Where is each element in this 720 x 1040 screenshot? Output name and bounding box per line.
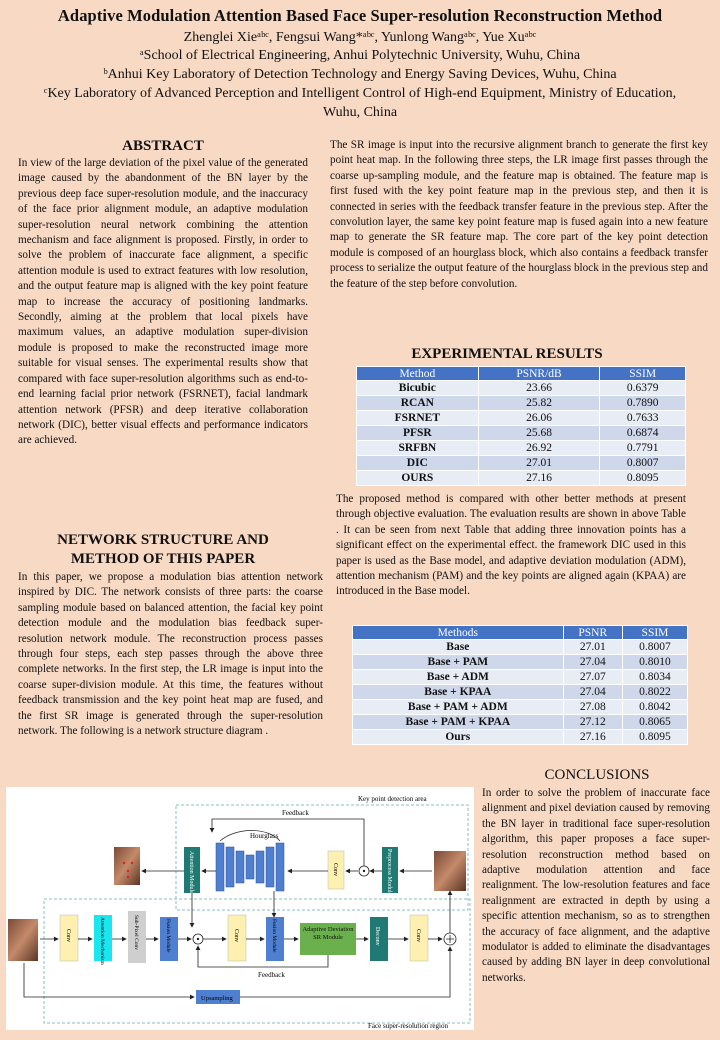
method-cell: Base + PAM: [353, 655, 564, 670]
preprocess-module-label: Preprocess Module: [386, 849, 392, 896]
poster-title: Adaptive Modulation Attention Based Face Super-resolution Reconstruction Method: [57, 6, 663, 25]
method-cell: RCAN: [357, 396, 479, 411]
affiliation-c: ᶜKey Laboratory of Advanced Perception and Intelligent Control of High-end Equipment, Ministry of Education, Wuhu, China: [43, 86, 677, 120]
table-row: [353, 640, 688, 655]
lr-face-image: [8, 919, 38, 961]
value-cell: 27.01: [478, 456, 600, 471]
method-cell: Ours: [353, 730, 564, 745]
comparison-table: [356, 366, 686, 486]
conclusions-heading: CONCLUSIONS: [544, 767, 650, 783]
table-row: [353, 655, 688, 670]
method-cell: OURS: [357, 471, 479, 486]
table-row: [357, 396, 686, 411]
method-cell: DIC: [357, 456, 479, 471]
value-cell: 27.07: [563, 670, 622, 685]
abstract-heading: ABSTRACT: [122, 138, 204, 154]
table-row: [353, 685, 688, 700]
fusion-module-1-label: Fusion Module: [165, 919, 171, 953]
value-cell: 27.04: [563, 685, 622, 700]
method-cell: FSRNET: [357, 411, 479, 426]
feedback-bottom-label: Feedback: [258, 971, 285, 979]
conv-2-label: Conv: [233, 929, 239, 943]
table-row: [357, 471, 686, 486]
column-header: PSNR/dB: [478, 367, 600, 381]
value-cell: 27.01: [563, 640, 622, 655]
column-header: PSNR: [563, 626, 622, 640]
affiliation-a: ᵃSchool of Electrical Engineering, Anhui Polytechnic University, Wuhu, China: [139, 48, 581, 63]
value-cell: 0.8007: [600, 456, 686, 471]
hourglass-label: Hourglass: [250, 832, 279, 840]
table-row: [353, 670, 688, 685]
fusion-module-2-label: Fusion Module: [271, 919, 277, 953]
value-cell: 25.68: [478, 426, 600, 441]
network-text: In this paper, we propose a modulation bias attention network inspired by DIC. The network consists of three parts: the coarse sampling module based on balanced attention, the facial key point detection module and the modulation bias feedback super-resolution network module. The reconstruction process passes through four steps, each step passes through the above three complete networks. In the first step, the LR image is input into the coarse super-division module. At this time, the features without feedback transmission and the key point heat map are fused, and the first SR image is generated through the super-resolution network. The following is a network structure diagram .: [18, 571, 323, 738]
value-cell: 0.8095: [622, 730, 687, 745]
feedback-top-label: Feedback: [282, 809, 309, 817]
attention-mechanism-label: Attention Mechanism: [99, 917, 105, 965]
method-cell: Base + ADM: [353, 670, 564, 685]
conv-3-label: Conv: [415, 929, 421, 943]
subpixel-conv-label: Sub-Pixel Conv: [133, 915, 139, 950]
conv-1-label: Conv: [65, 929, 71, 943]
network-heading-line-2: METHOD OF THIS PAPER: [70, 551, 256, 567]
network-heading: [18, 531, 308, 569]
method-continued-text: The SR image is input into the recursive alignment branch to generate the first key point heat map. In the following three steps, the LR image first passes through the coarse up-sampling module, and the feature map is obtained. The feature map is first fused with the key point feature map in the previous step, and then it is connected in series with the feedback transfer feature in the previous step. After the convolution layer, the same key point feature map is fused again into a new feature map to generate the SR feature map. The core part of the key point detection module is composed of an hourglass block, which also contains a feedback transfer process to serialize the output feature of the hourglass block in the previous step and the feature of the step before convolution.: [330, 139, 708, 290]
value-cell: 27.16: [478, 471, 600, 486]
table-row: [353, 700, 688, 715]
value-cell: 26.92: [478, 441, 600, 456]
column-header: Methods: [353, 626, 564, 640]
deconv-label: Deconv: [374, 927, 380, 946]
column-header: Method: [357, 367, 479, 381]
author-list: Zhenglei Xieᵃᵇᶜ, Fengsui Wang*ᵃᵇᶜ, Yunlong Wangᵃᵇᶜ, Yue Xuᵃᵇᶜ: [183, 30, 537, 45]
value-cell: 27.16: [563, 730, 622, 745]
table-row: [357, 441, 686, 456]
keypoint-conv-label: Conv: [332, 863, 338, 877]
method-cell: Base + KPAA: [353, 685, 564, 700]
value-cell: 0.8095: [600, 471, 686, 486]
method-cell: Base + PAM + ADM: [353, 700, 564, 715]
adaptive-sr-module-label: Adaptive Deviation SR Module: [302, 926, 354, 941]
heatmap-face-image: [114, 847, 140, 885]
value-cell: 23.66: [478, 381, 600, 396]
network-heading-line-1: NETWORK STRUCTURE AND: [57, 532, 269, 548]
value-cell: 0.6379: [600, 381, 686, 396]
value-cell: 0.8065: [622, 715, 687, 730]
value-cell: 0.7633: [600, 411, 686, 426]
experimental-results-heading: EXPERIMENTAL RESULTS: [411, 346, 603, 362]
value-cell: 25.82: [478, 396, 600, 411]
poster-header: [0, 6, 720, 122]
abstract-text: In view of the large deviation of the pixel value of the generated image caused by the abandonment of the BN layer by the previous deep face super-resolution module, and the inaccuracy of the face prior alignment module, an adaptive modulation super-resolution neural network combining the attention mechanism and face alignment is proposed. Firstly, in order to solve the problem of inaccurate face alignment, a specific attention module is used to extract features with low resolution, and the output feature map is aligned with the key point feature map to increase the accuracy of positioning landmarks. Secondly, aiming at the problem that local pixels have maximum values, an adaptive modulation super-division module is proposed to make the reconstructed image more suitable for visual senses. The experimental results show that compared with face super-resolution algorithms such as end-to-end learning facial prior network (FSRNET), facial landmark attention network (PFSR) and deep iterative collaboration network (DIC), better visual effects and performance indicators are achieved.: [18, 157, 308, 447]
affiliation-b: ᵇAnhui Key Laboratory of Detection Technology and Energy Saving Devices, Wuhu, China: [103, 67, 617, 82]
value-cell: 27.12: [563, 715, 622, 730]
table-row: [357, 456, 686, 471]
column-header: SSIM: [622, 626, 687, 640]
attention-module-label: Attention Module: [188, 851, 194, 894]
value-cell: 0.8022: [622, 685, 687, 700]
value-cell: 0.8010: [622, 655, 687, 670]
network-structure-diagram: [6, 787, 474, 1030]
method-cell: Base: [353, 640, 564, 655]
experiments-text: The proposed method is compared with other better methods at present through objective evaluation. The evaluation results are shown in above Table . It can be seen from next Table that adding three innovation points has a significant effect on the experimental effect. the framework DIC used in this paper is used as the Base model, and adaptive deviation modulation (ADM), attention mechanism (PAM) and the key points are aligned again (KPAA) are introduced in the Base model.: [336, 493, 686, 598]
sr-face-image: [434, 851, 466, 891]
keypoint-region-label: Key point detection area: [358, 795, 427, 803]
upsampling-label: Upsampling: [201, 995, 233, 1002]
method-cell: SRFBN: [357, 441, 479, 456]
conclusions-text: In order to solve the problem of inaccurate face alignment and pixel deviation caused by removing the BN layer in traditional face super-resolution algorithm, this paper proposes a face super-resolution reconstruction method based on adaptive modulation attention and face realignment. The low-resolution features and face realignment are extracted in depth by using a specific attention mechanism, so as to strengthen the accuracy of face alignment, and the adaptive modulator is added to eliminate the disadvantages caused by adding BN layer in deep convolutional networks.: [482, 787, 710, 984]
value-cell: 0.8007: [622, 640, 687, 655]
table-row: [357, 381, 686, 396]
value-cell: 0.7890: [600, 396, 686, 411]
method-cell: Bicubic: [357, 381, 479, 396]
table-header-row: [353, 626, 688, 640]
table-row: [357, 426, 686, 441]
value-cell: 0.7791: [600, 441, 686, 456]
ablation-table: [352, 625, 688, 745]
table-header-row: [357, 367, 686, 381]
method-cell: PFSR: [357, 426, 479, 441]
value-cell: 27.04: [563, 655, 622, 670]
table-row: [353, 730, 688, 745]
value-cell: 26.06: [478, 411, 600, 426]
method-cell: Base + PAM + KPAA: [353, 715, 564, 730]
table-row: [357, 411, 686, 426]
value-cell: 0.6874: [600, 426, 686, 441]
table-row: [353, 715, 688, 730]
value-cell: 0.8034: [622, 670, 687, 685]
column-header: SSIM: [600, 367, 686, 381]
value-cell: 27.08: [563, 700, 622, 715]
sr-region-label: Face super-resolution region: [368, 1022, 448, 1030]
value-cell: 0.8042: [622, 700, 687, 715]
